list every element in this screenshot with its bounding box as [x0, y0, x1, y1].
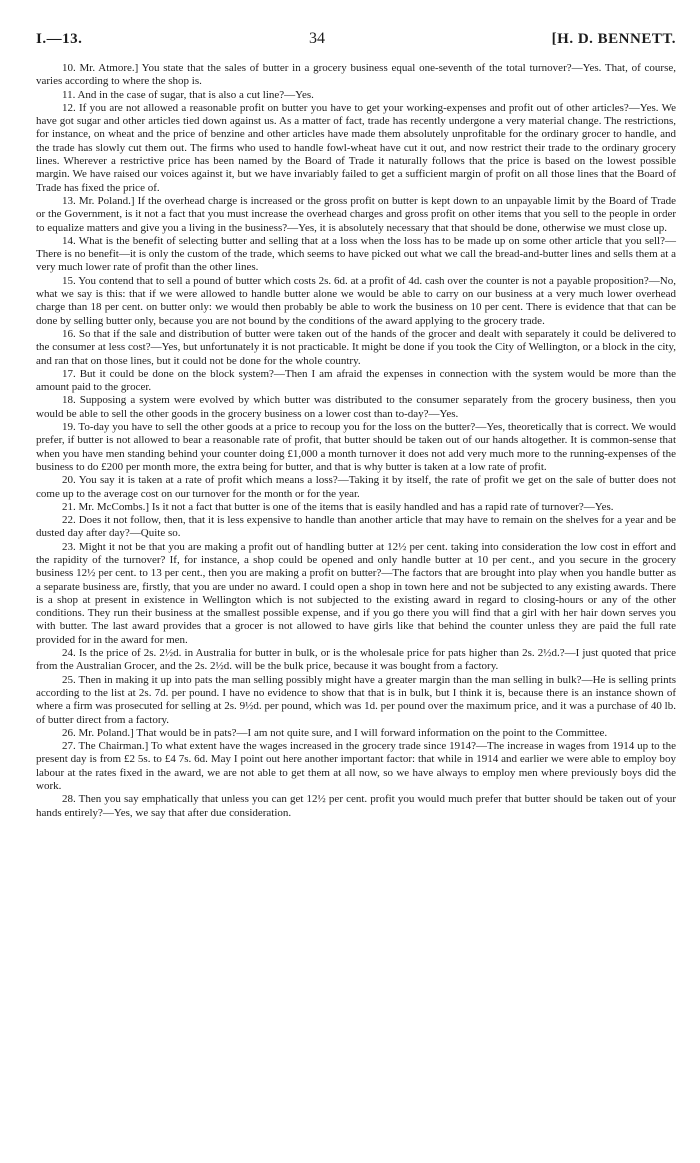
question-paragraph-21: 21. Mr. McCombs.] Is it not a fact that butter is one of the items that is easily handled and has a rapid rate of turnover?—Yes. — [62, 500, 614, 513]
evidence-text — [36, 62, 676, 820]
question-paragraph-14: 14. What is the benefit of selecting butter and selling that at a loss when the loss has to be made up on some other article that you sell?—There is no benefit—it is only the custom of the trade, which seems to have picked out what we call the bread-and-butter lines and sells them at a very much lower rate of profit than the other lines. — [36, 234, 676, 274]
question-paragraph-26: 26. Mr. Poland.] That would be in pats?—I am not quite sure, and I will forward information on the point to the Committee. — [62, 726, 608, 739]
question-paragraph-12: 12. If you are not allowed a reasonable profit on butter you have to get your working-expenses and profit out of other articles?—Yes. We have got sugar and other articles tied down against us. As a matter of fact, trade has recently undergone a very material change. The restrictions, for instance, on wheat and the price of benzine and other articles have made them absolutely unprofitable for the ordinary grocer to handle, and the trade has slowly cut them out. The firms who used to handle fowl-wheat have cut it out, and now restrict their trade to the ordinary grocery lines. Wherever a restrictive price has been named by the Board of Trade it naturally follows that the price is based on the lowest possible margin. We have raised our voices against it, but we have invariably failed to get a sufficient margin of profit on all those lines that the Board of Trade has fixed the price of. — [36, 101, 676, 194]
question-paragraph-11: 11. And in the case of sugar, that is also a cut line?—Yes. — [62, 88, 314, 101]
question-paragraph-22: 22. Does it not follow, then, that it is less expensive to handle than another article that may have to remain on the shelves for a year and be dusted day after day?—Quite so. — [36, 514, 676, 540]
question-paragraph-13: 13. Mr. Poland.] If the overhead charge is increased or the gross profit on butter is kept down to an unpayable limit by the Board of Trade or the Government, is it not a fact that you must increase the overhead charges and gross profit on other items that you sell to the people in order to equalize matters and give you a living in the business?—Yes, it is absolutely necessary that that should be done, otherwise we must close up. — [36, 194, 676, 234]
question-paragraph-24: 24. Is the price of 2s. 2½d. in Australia for butter in bulk, or is the wholesale price for pats higher than 2s. 2½d.?—I just quoted that price from the Australian Grocer, and the 2s. 2½d. will be the bulk price, because it was bought from a factory. — [36, 647, 676, 673]
page-header — [36, 30, 676, 52]
page-number: 34 — [309, 30, 325, 47]
paper-reference: I.—13. — [36, 31, 83, 47]
question-paragraph-19: 19. To-day you have to sell the other goods at a price to recoup you for the loss on the butter?—Yes, theoretically that is correct. We would prefer, if butter is not allowed to bear a reasonable rate of profit, that butter should be taken out of our hands altogether. It is common-sense that when you have men standing behind your counter doing £1,000 a month turnover it does not add very much more to the running-expenses of the business to do £200 per month more, the extra being for butter, and that is why butter is taken at a low rate of profit. — [36, 421, 676, 473]
question-paragraph-17: 17. But it could be done on the block system?—Then I am afraid the expenses in connection with the system would be more than the amount paid to the grocer. — [36, 367, 676, 394]
question-paragraph-16: 16. So that if the sale and distribution of butter were taken out of the hands of the grocer and dealt with separately it could be delivered to the consumer at less cost?—Yes, but unfortunately it is not practicable. It might be done if you took the City of Wellington, or a block in the city, and ran that on those lines, but it could not be done for the whole country. — [36, 327, 676, 367]
question-paragraph-20: 20. You say it is taken at a rate of profit which means a loss?—Taking it by itself, the rate of profit we get on the sale of butter does not come up to the average cost on our turnover for the month or for the year. — [36, 474, 676, 500]
question-paragraph-23: 23. Might it not be that you are making a profit out of handling butter at 12½ per cent. taking into consideration the low cost in effort and the rapidity of the turnover? If, for instance, a shop could be opened and only handle butter at 10 per cent., and you secure in the grocery business 12½ per cent. to 13 per cent., then you are making a profit on butter?—The factors that are brought into play when you handle butter as a separate business are, firstly, that you are under no award. I could open a shop in town here and not be subjected to any existing awards. There is a shop at present in existence in Wellington which is not subjected to the existing award in regard to closing-hours or any of the other conditions. They run their business at the smallest possible expense, and if you go there you will find that a girl with her hair down serves you with butter. The last award provides that a grocer is not allowed to have girls like that behind the counter unless they are paid the full rate provided for in the award for men. — [36, 540, 676, 646]
question-paragraph-27: 27. The Chairman.] To what extent have the wages increased in the grocery trade since 1914?—The increase in wages from 1914 up to the present day is from £2 5s. to £4 7s. 6d. May I point out here another important factor: that while in 1914 and earlier we were able to employ boy labour at the rates fixed in the award, we are not able to get them at all now, so we have always to employ men where previously boys did the work. — [36, 740, 676, 793]
question-paragraph-25: 25. Then in making it up into pats the man selling possibly might have a greater margin than the man selling in bulk?—He is selling prints according to the list at 2s. 7d. per pound. I have no evidence to show that that is in bulk, but I think it is, because there is an instance shown of where a firm was prosecuted for selling at 2s. 9½d. per pound, which was 1d. per pound over the maximum price, and it was a purchase of 40 lb. of butter direct from a factory. — [36, 673, 676, 726]
witness-name: [H. D. BENNETT. — [551, 31, 676, 47]
question-paragraph-10: 10. Mr. Atmore.] You state that the sales of butter in a grocery business equal one-seventh of the total turnover?—Yes. That, of course, varies according to where the shop is. — [36, 62, 676, 88]
question-paragraph-15: 15. You contend that to sell a pound of butter which costs 2s. 6d. at a profit of 4d. cash over the counter is not a payable proposition?—No, what we say is this: that if we were allowed to handle butter alone we would be able to carry on our business at a very much lower overhead charge than 18 per cent. on butter only: we would then probably be able to work the business on 10 per cent. There is evidence that that can be done by selling butter only, because you are not bound by the conditions of the award applying to the grocery trade. — [36, 274, 676, 327]
question-paragraph-18: 18. Supposing a system were evolved by which butter was distributed to the consumer separately from the grocery business, then you would be able to sell the other goods in the grocery business on a lower cost than to-day?—Yes. — [36, 394, 676, 420]
question-paragraph-28: 28. Then you say emphatically that unless you can get 12½ per cent. profit you would much prefer that butter should be taken out of your hands entirely?—Yes, we say that after due consideration. — [36, 793, 676, 819]
